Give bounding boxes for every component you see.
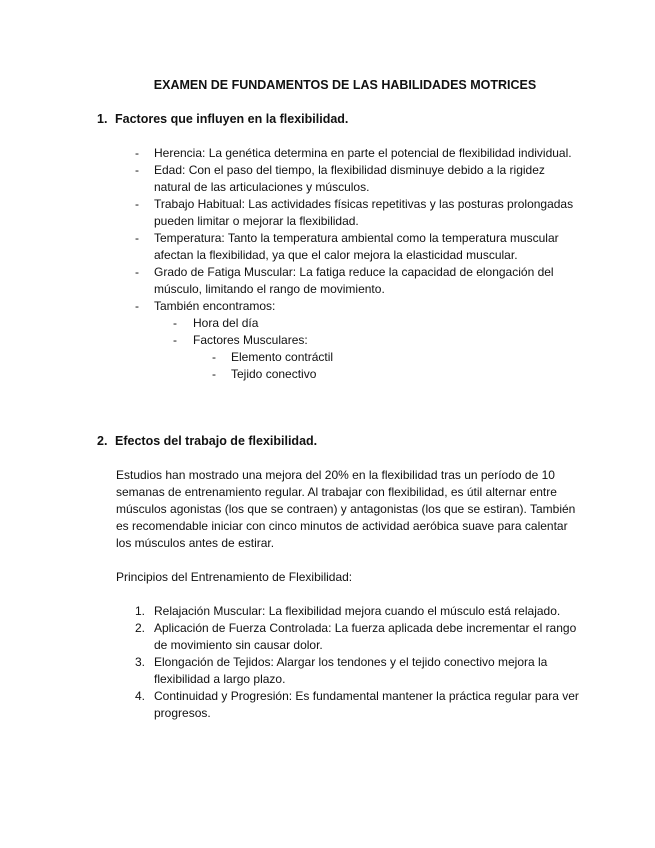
list-item: 4. Continuidad y Progresión: Es fundamental mantener la práctica regular para ver progresos. — [135, 689, 579, 720]
section-1-number: 1. — [97, 112, 108, 126]
list-number: 4. — [135, 689, 146, 703]
section-1-heading — [97, 111, 348, 128]
bullet-marker: - — [135, 299, 139, 313]
list-item: - Herencia: La genética determina en parte el potencial de flexibilidad individual. — [135, 146, 572, 160]
bullet-marker: - — [135, 231, 139, 245]
section-2-heading-text: Efectos del trabajo de flexibilidad. — [115, 434, 318, 448]
document-title: EXAMEN DE FUNDAMENTOS DE LAS HABILIDADES MOTRICES — [153, 78, 537, 92]
list-item: - Trabajo Habitual: Las actividades físicas repetitivas y las posturas prolongadas pueden limitar o mejorar la flexibilidad. — [135, 197, 574, 228]
list-item: 3. Elongación de Tejidos: Alargar los tendones y el tejido conectivo mejora la flexibilidad a largo plazo. — [135, 655, 548, 686]
bullet-marker: - — [173, 316, 177, 330]
section-2-number: 2. — [97, 434, 108, 448]
list-number: 2. — [135, 621, 146, 635]
bullet-marker: - — [135, 265, 139, 279]
principles-list — [0, 603, 584, 722]
list-item: - Grado de Fatiga Muscular: La fatiga reduce la capacidad de elongación del músculo, limitando el rango de movimiento. — [135, 265, 554, 296]
sub-sub-list-item: - Tejido conectivo — [212, 367, 317, 381]
list-item: - También encontramos: — [135, 299, 276, 313]
list-number: 1. — [135, 604, 146, 618]
section-2-heading — [97, 433, 317, 450]
bullet-marker: - — [135, 197, 139, 211]
bullet-marker: - — [212, 367, 216, 381]
principles-title: Principios del Entrenamiento de Flexibilidad: — [116, 570, 353, 584]
effects-paragraph: Estudios han mostrado una mejora del 20% en la flexibilidad tras un período de 10 semanas de entrenamiento regular. Al trabajar con flexibilidad, es útil alternar entre músculos agonistas (los que se contraen) y antagonistas (los que se estiran). También es recomendable iniciar con cinco minutos de actividad aeróbica suave para calentar los músculos antes de estirar. — [116, 468, 576, 550]
factors-list — [0, 145, 584, 383]
list-item: - Edad: Con el paso del tiempo, la flexibilidad disminuye debido a la rigidez natural de las articulaciones y músculos. — [135, 163, 545, 194]
sub-list-item: - Hora del día — [173, 316, 259, 330]
list-number: 3. — [135, 655, 146, 669]
bullet-marker: - — [173, 333, 177, 347]
section-1-heading-text: Factores que influyen en la flexibilidad. — [115, 112, 349, 126]
list-item: 2. Aplicación de Fuerza Controlada: La fuerza aplicada debe incrementar el rango de movimiento sin causar dolor. — [135, 621, 577, 652]
bullet-marker: - — [135, 146, 139, 160]
sub-list-item: - Factores Musculares: — [173, 333, 308, 347]
list-item: 1. Relajación Muscular: La flexibilidad mejora cuando el músculo está relajado. — [135, 604, 561, 618]
bullet-marker: - — [135, 163, 139, 177]
sub-sub-list-item: - Elemento contráctil — [212, 350, 334, 364]
bullet-marker: - — [212, 350, 216, 364]
list-item: - Temperatura: Tanto la temperatura ambiental como la temperatura muscular afectan la flexibilidad, ya que el calor mejora la elasticidad muscular. — [135, 231, 559, 262]
